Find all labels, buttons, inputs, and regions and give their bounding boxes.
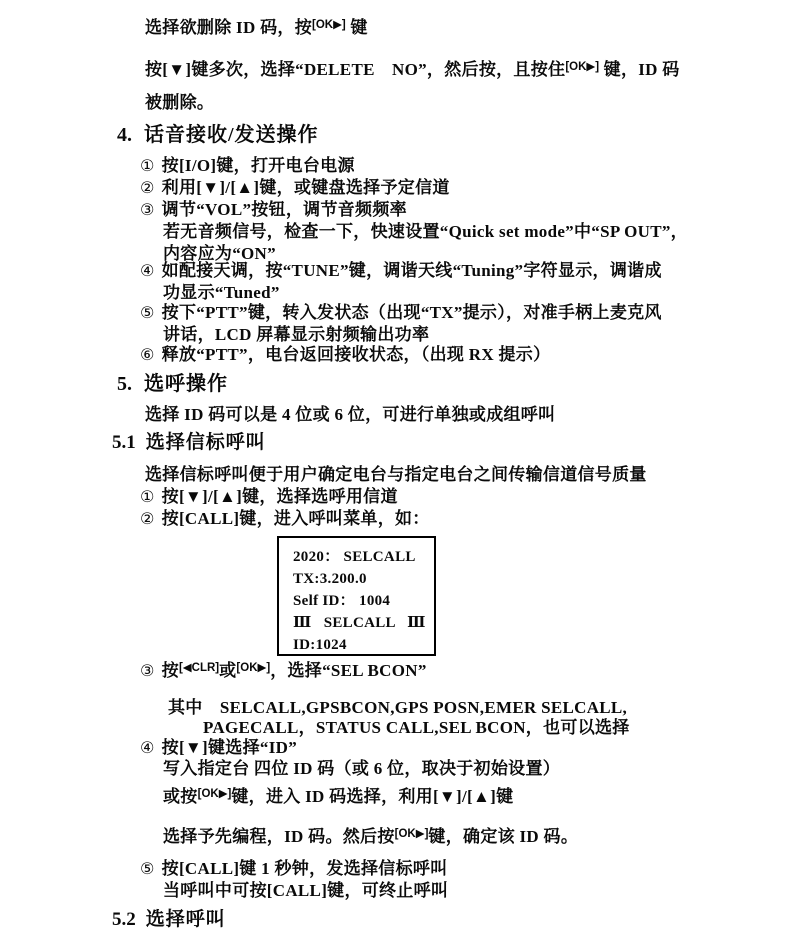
text-segment: 键，确定该 ID 码。 — [428, 827, 579, 846]
item-text: 当呼叫中可按[CALL]键，可终止呼叫 — [163, 881, 449, 900]
item-number: ⑥ — [140, 345, 155, 364]
section51-item5-cont — [163, 880, 448, 902]
text-segment: 按[▼]键多次，选择“DELETE NO”，然后按，且按住 — [145, 60, 566, 79]
item-text: 释放“PTT”，电台返回接收状态，（出现 RX 提示） — [161, 345, 551, 364]
item-number: ④ — [140, 738, 155, 757]
item-text: 按[CALL]键 1 秒钟，发选择信标呼叫 — [161, 859, 448, 878]
section52-heading — [112, 909, 226, 931]
text-segment: 选择予先编程，ID 码。然后按 — [163, 827, 395, 846]
item-number: ③ — [140, 661, 155, 680]
item-text: 讲话，LCD 屏幕显示射频输出功率 — [163, 325, 430, 344]
item-number: ⑤ — [140, 303, 155, 322]
lcd-line-id: ID:1024 — [293, 637, 347, 653]
text-segment: ，选择“SEL BCON” — [270, 661, 427, 680]
delete-id-line2 — [145, 59, 680, 83]
section51-item4 — [140, 737, 297, 759]
delete-id-line1 — [145, 17, 368, 41]
ok-key-badge: [OK▶] — [394, 828, 429, 840]
clr-key-badge: [◀CLR] — [178, 662, 220, 674]
item-text: 按下“PTT”键，转入发状态（出现“TX”提示），对准手柄上麦克风 — [161, 303, 662, 322]
text-segment: 或按 — [163, 787, 198, 806]
section51-note-line1 — [168, 697, 627, 719]
text-segment: 键 — [345, 18, 368, 37]
section-title: 话音接收/发送操作 — [144, 124, 319, 146]
item-text: 按[CALL]键，进入呼叫菜单，如： — [161, 509, 430, 528]
delete-id-line3 — [145, 92, 214, 114]
ok-key-badge: [OK▶] — [236, 662, 271, 674]
text-segment: 选择欲删除 ID 码，按 — [145, 18, 312, 37]
item-number: ⑤ — [140, 859, 155, 878]
item-text: 利用[▼]/[▲]键，或键盘选择予定信道 — [161, 178, 450, 197]
section4-item5 — [140, 302, 662, 324]
section51-item1 — [140, 486, 398, 508]
lcd-line-self-id: Self ID： 1004 — [293, 593, 391, 609]
section51-item4-cont3 — [163, 826, 578, 850]
ok-key-badge: [OK▶] — [197, 788, 232, 800]
item-text: 如配接天调，按“TUNE”键，调谐天线“Tuning”字符显示，调谐成 — [161, 261, 662, 280]
text-segment: 或 — [219, 661, 237, 680]
lcd-display-box — [277, 536, 436, 656]
text-segment: 键，进入 ID 码选择，利用[▼]/[▲]键 — [231, 787, 514, 806]
text-segment: 被删除。 — [145, 93, 215, 112]
section5-heading — [117, 373, 228, 395]
text-segment: 其中 SELCALL,GPSBCON,GPS POSN,EMER SELCALL, — [168, 698, 628, 717]
item-number: ① — [140, 487, 155, 506]
text-segment: 选择信标呼叫便于用户确定电台与指定电台之间传输信道信号质量 — [145, 465, 647, 484]
item-number: ④ — [140, 261, 155, 280]
section-title: 选择呼叫 — [145, 909, 226, 930]
section51-heading — [112, 432, 266, 454]
section51-item3 — [140, 660, 427, 684]
item-text: 若无音频信号，检查一下，快速设置“Quick set mode”中“SP OUT”， — [163, 222, 688, 241]
section4-item1 — [140, 155, 355, 177]
section4-heading — [117, 124, 319, 146]
item-text: 按[I/O]键，打开电台电源 — [161, 156, 355, 175]
ok-key-badge: [OK▶] — [565, 61, 600, 73]
ok-key-badge: [OK▶] — [312, 19, 346, 31]
section51-note-line2 — [203, 717, 630, 739]
section-title: 选呼操作 — [144, 373, 228, 395]
text-segment: 按 — [161, 661, 179, 680]
section4-item4-cont — [163, 282, 280, 304]
item-text: 按[▼]/[▲]键，选择选呼用信道 — [161, 487, 398, 506]
section51-item5 — [140, 858, 448, 880]
section4-item3 — [140, 199, 407, 221]
item-text: 按[▼]键选择“ID” — [161, 738, 297, 757]
item-number: ③ — [140, 200, 155, 219]
section4-item3-cont1 — [163, 221, 688, 243]
lcd-line-channel: 2020： SELCALL — [293, 549, 416, 565]
text-segment: 键，ID 码 — [599, 60, 680, 79]
section-number: 5.1 — [112, 432, 136, 453]
section-number: 5.2 — [112, 909, 136, 930]
section-number: 4. — [117, 124, 132, 146]
section4-item2 — [140, 177, 450, 199]
section4-item5-cont — [163, 324, 429, 346]
section51-item4-cont1 — [163, 758, 560, 780]
item-number: ② — [140, 178, 155, 197]
section4-item6 — [140, 344, 550, 366]
text-segment: PAGECALL，STATUS CALL,SEL BCON，也可以选择 — [203, 718, 630, 737]
item-text: 内容应为“ON” — [163, 244, 276, 263]
item-number: ② — [140, 509, 155, 528]
lcd-line-selcall: Ⅲ SELCALL Ⅲ — [293, 615, 426, 631]
item-text: 功显示“Tuned” — [163, 283, 280, 302]
section5-intro — [145, 404, 555, 426]
text-segment: 选择 ID 码可以是 4 位或 6 位，可进行单独或成组呼叫 — [145, 405, 556, 424]
section-title: 选择信标呼叫 — [145, 432, 266, 453]
section51-intro — [145, 464, 647, 486]
item-text: 调节“VOL”按钮，调节音频频率 — [161, 200, 407, 219]
item-number: ① — [140, 156, 155, 175]
item-text: 写入指定台 四位 ID 码（或 6 位，取决于初始设置） — [163, 759, 561, 778]
section4-item4 — [140, 260, 662, 282]
lcd-line-tx-freq: TX:3.200.0 — [293, 571, 367, 587]
section-number: 5. — [117, 373, 132, 395]
section51-item2 — [140, 508, 430, 530]
section51-item4-cont2 — [163, 786, 513, 810]
